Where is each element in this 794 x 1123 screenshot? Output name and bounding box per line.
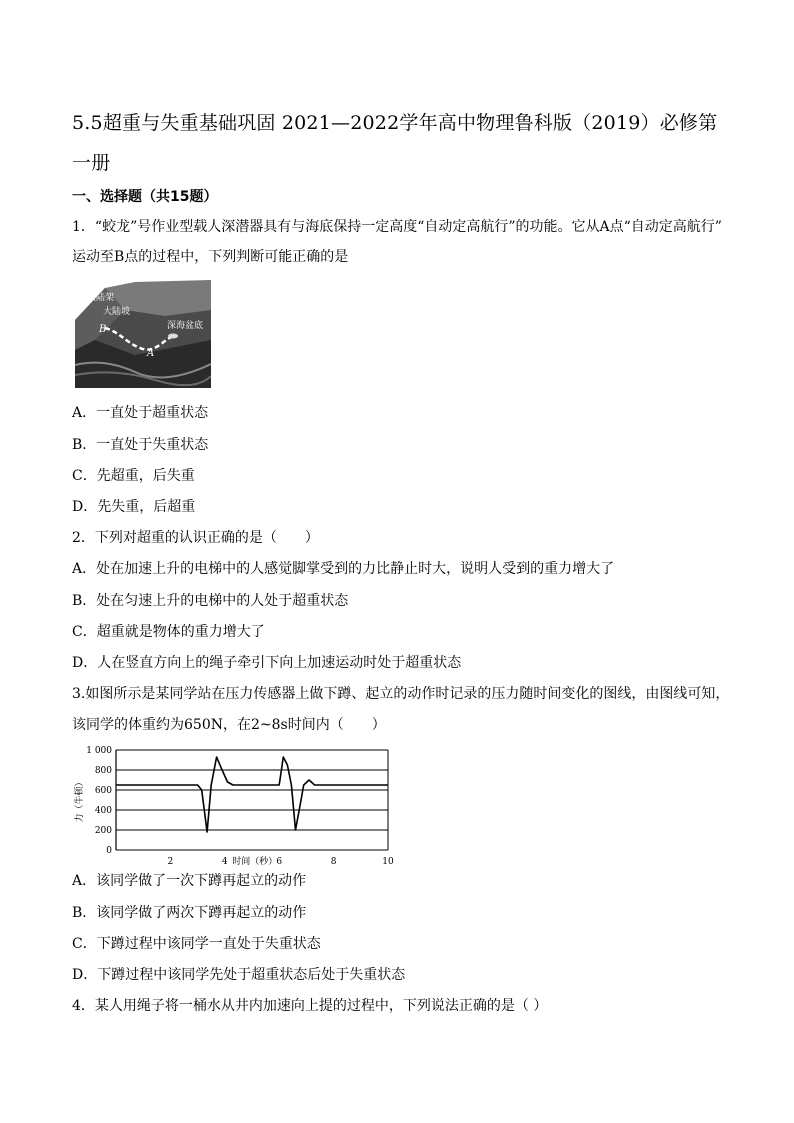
q1-option-b: B．一直处于失重状态: [72, 437, 209, 453]
series-line-force: [116, 757, 388, 832]
document-title: 5.5超重与失重基础巩固 2021—2022学年高中物理鲁科版（2019）必修第一册: [72, 112, 718, 174]
submersible-icon: [168, 334, 178, 339]
q3-stem-line1: 3.如图所示是某同学站在压力传感器上做下蹲、起立的动作时记录的压力随时间变化的图线，由图线可知，: [72, 686, 730, 702]
q2-stem: 2．下列对超重的认识正确的是（ ）: [72, 530, 319, 546]
y-tick-label: 1 000: [86, 746, 112, 756]
y-axis-label: 力（牛顿）: [75, 777, 85, 823]
y-tick-label: 600: [94, 786, 112, 796]
x-tick-label: 10: [382, 857, 394, 867]
q3-option-c: C．下蹲过程中该同学一直处于失重状态: [72, 936, 321, 952]
label-continental-shelf: 大陆架: [87, 293, 115, 303]
x-tick-label: 4: [221, 857, 228, 867]
x-tick-label: 6: [276, 857, 283, 867]
y-tick-label: 800: [94, 766, 112, 776]
y-tick-label: 400: [94, 806, 112, 816]
x-tick-label: 8: [330, 857, 337, 867]
y-tick-label: 0: [106, 846, 112, 856]
q1-seafloor-figure: [75, 280, 211, 388]
q3-option-a: A．该同学做了一次下蹲再起立的动作: [72, 873, 307, 889]
q4-stem: 4．某人用绳子将一桶水从井内加速向上提的过程中，下列说法正确的是（ ）: [72, 998, 548, 1014]
q3-option-d: D．下蹲过程中该同学先处于超重状态后处于失重状态: [72, 967, 406, 983]
section-heading: 一、选择题（共15题）: [72, 189, 218, 205]
q3-option-b: B．该同学做了两次下蹲再起立的动作: [72, 905, 307, 921]
label-deep-sea-basin: 深海盆底: [167, 321, 204, 331]
q3-force-time-chart: [72, 742, 402, 870]
label-continental-slope: 大陆坡: [103, 307, 131, 317]
q1-stem-line1: 1．“蛟龙”号作业型载人深潜器具有与海底保持一定高度“自动定高航行”的功能。它从A点“自动定高航行”: [72, 219, 722, 235]
q1-option-d: D．先失重，后超重: [72, 499, 196, 515]
point-b-label: B: [99, 324, 107, 335]
q2-option-c: C．超重就是物体的重力增大了: [72, 624, 265, 640]
q2-option-a: A．处在加速上升的电梯中的人感觉脚掌受到的力比静止时大，说明人受到的重力增大了: [72, 561, 615, 577]
y-tick-label: 200: [94, 826, 112, 836]
q2-option-d: D．人在竖直方向上的绳子牵引下向上加速运动时处于超重状态: [72, 655, 462, 671]
x-tick-label: 2: [167, 857, 174, 867]
q1-option-c: C．先超重，后失重: [72, 468, 195, 484]
q1-stem-line2: 运动至B点的过程中，下列判断可能正确的是: [72, 249, 349, 265]
point-a-label: A: [147, 348, 155, 359]
q2-option-b: B．处在匀速上升的电梯中的人处于超重状态: [72, 593, 349, 609]
q1-option-a: A．一直处于超重状态: [72, 405, 209, 421]
q3-stem-line2: 该同学的体重约为650N，在2~8s时间内（ ）: [72, 717, 386, 733]
x-axis-label: 时间（秒）: [232, 857, 278, 867]
